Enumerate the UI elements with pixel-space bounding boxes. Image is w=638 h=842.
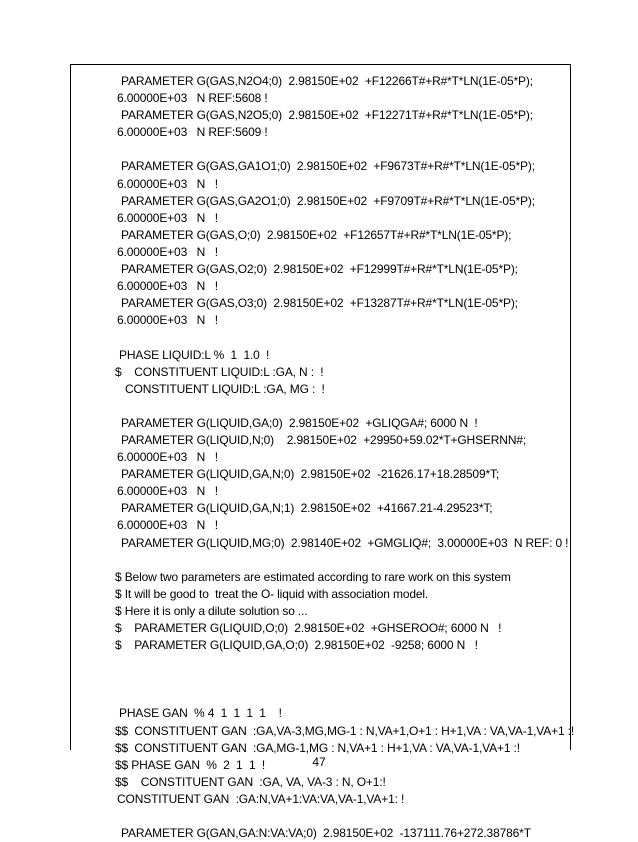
code-line: $$ CONSTITUENT GAN :GA,VA-3,MG,MG-1 : N,VA+1,O+1 : H+1,VA : VA,VA-1,VA+1 :!: [115, 723, 575, 738]
code-line: [71, 552, 570, 569]
code-line: 6.00000E+03 N !: [117, 484, 218, 499]
code-line: CONSTITUENT LIQUID:L :GA, MG : !: [125, 381, 325, 396]
code-line: PARAMETER G(LIQUID,N;0) 2.98150E+02 +29950+59.02*T+GHSERNN#;: [121, 432, 527, 447]
code-line: PHASE GAN % 4 1 1 1 1 !: [119, 706, 282, 721]
code-line: 6.00000E+03 N !: [117, 176, 218, 191]
code-line: [71, 671, 570, 688]
code-line: $ PARAMETER G(LIQUID,O;0) 2.98150E+02 +GHSEROO#; 6000 N !: [115, 621, 502, 635]
code-line: $ CONSTITUENT LIQUID:L :GA, N : !: [115, 364, 324, 379]
page-number: 47: [312, 755, 326, 769]
code-line: $$ PHASE GAN % 2 1 1 !: [115, 757, 266, 772]
code-line: PARAMETER G(LIQUID,GA,N;1) 2.98150E+02 +41667.21-4.29523*T;: [121, 501, 493, 516]
code-line: 6.00000E+03 N REF:5609 !: [117, 125, 268, 140]
code-line: CONSTITUENT GAN :GA:N,VA+1:VA:VA,VA-1,VA+1: !: [117, 791, 405, 806]
code-line: 6.00000E+03 N !: [117, 244, 218, 259]
code-line: $ It will be good to treat the O- liquid with association model.: [115, 586, 429, 601]
code-line: 6.00000E+03 N !: [117, 450, 218, 465]
code-line: 6.00000E+03 N !: [117, 518, 218, 533]
code-line: $$ CONSTITUENT GAN :GA, VA, VA-3 : N, O+1:!: [115, 774, 386, 789]
code-line: [71, 808, 570, 825]
document-body: [71, 73, 575, 842]
code-line: PARAMETER G(GAN,GA:N:VA:VA;0) 2.98150E+02 -137111.76+272.38786*T: [121, 826, 531, 841]
code-line: PARAMETER G(LIQUID,GA;0) 2.98150E+02 +GLIQGA#; 6000 N !: [121, 415, 478, 430]
code-line: 6.00000E+03 N !: [117, 210, 218, 225]
code-line: PARAMETER G(GAS,O3;0) 2.98150E+02 +F13287T#+R#*T*LN(1E-05*P);: [121, 296, 518, 311]
code-line: PARAMETER G(GAS,N2O5;0) 2.98150E+02 +F12271T#+R#*T*LN(1E-05*P);: [121, 108, 533, 123]
code-line: PARAMETER G(LIQUID,MG;0) 2.98140E+02 +GMGLIQ#; 3.00000E+03 N REF: 0 !: [121, 535, 569, 550]
code-line: PARAMETER G(GAS,O2;0) 2.98150E+02 +F12999T#+R#*T*LN(1E-05*P);: [121, 262, 518, 277]
code-line: PARAMETER G(GAS,GA2O1;0) 2.98150E+02 +F9709T#+R#*T*LN(1E-05*P);: [121, 193, 535, 208]
code-line: 6.00000E+03 N !: [117, 279, 218, 294]
code-line: 6.00000E+03 N REF:5608 !: [117, 91, 268, 106]
code-line: [71, 688, 570, 705]
code-line: 6.00000E+03 N !: [117, 313, 218, 328]
code-line: PARAMETER G(GAS,GA1O1;0) 2.98150E+02 +F9673T#+R#*T*LN(1E-05*P);: [121, 159, 535, 174]
code-line: PARAMETER G(LIQUID,GA,N;0) 2.98150E+02 -21626.17+18.28509*T;: [121, 467, 500, 482]
code-line: $ Here it is only a dilute solution so ...: [115, 603, 308, 618]
code-line: [71, 329, 570, 346]
code-line: $ Below two parameters are estimated according to rare work on this system: [115, 569, 511, 584]
code-line: $$ CONSTITUENT GAN :GA,MG-1,MG : N,VA+1 : H+1,VA : VA,VA-1,VA+1 :!: [115, 740, 520, 755]
code-line: PHASE LIQUID:L % 1 1.0 !: [119, 347, 270, 362]
code-line: [71, 654, 570, 671]
code-line: $ PARAMETER G(LIQUID,GA,O;0) 2.98150E+02 -9258; 6000 N !: [115, 638, 478, 653]
code-line: [71, 141, 570, 158]
code-line: PARAMETER G(GAS,O;0) 2.98150E+02 +F12657T#+R#*T*LN(1E-05*P);: [121, 227, 512, 242]
code-line: [71, 398, 570, 415]
code-line: PARAMETER G(GAS,N2O4;0) 2.98150E+02 +F12266T#+R#*T*LN(1E-05*P);: [121, 74, 533, 88]
